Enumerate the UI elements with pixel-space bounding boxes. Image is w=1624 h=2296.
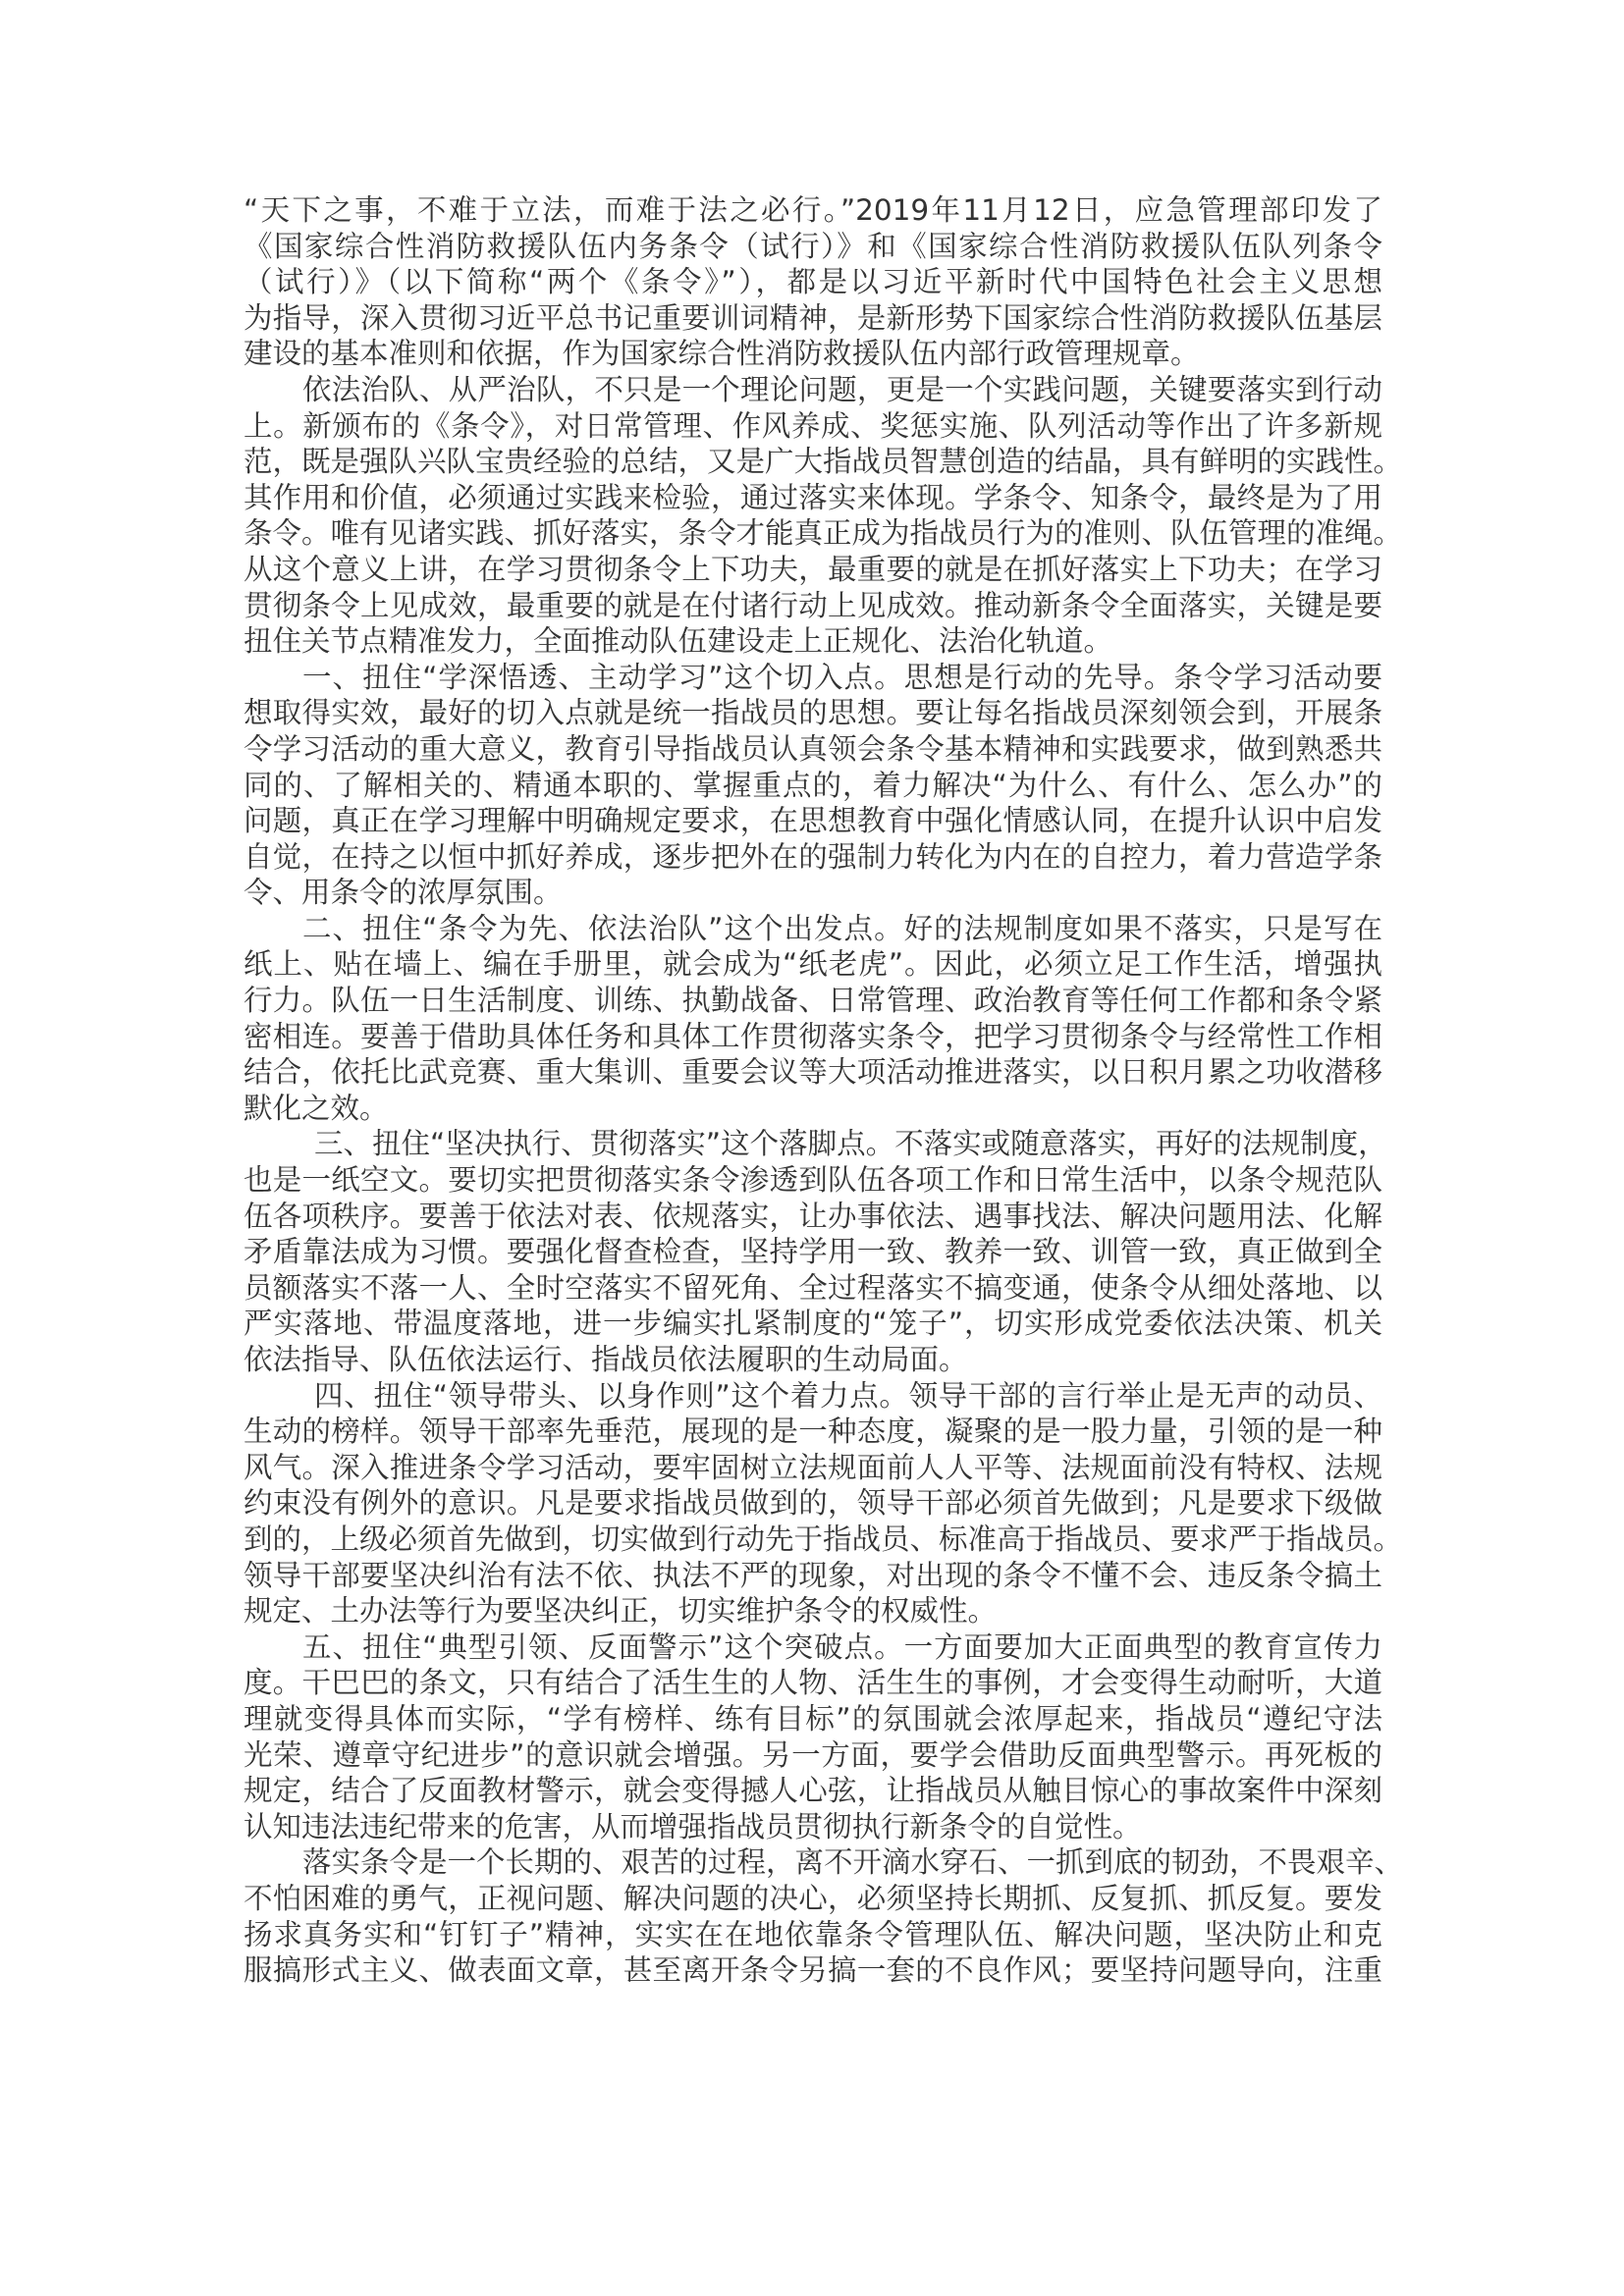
text-line: 规定，结合了反面教材警示，就会变得撼人心弦，让指战员从触目惊心的事故案件中深刻 bbox=[244, 1774, 1382, 1808]
text-line: 落实条令是一个长期的、艰苦的过程，离不开滴水穿石、一抓到底的韧劲，不畏艰辛、 bbox=[302, 1845, 1404, 1880]
text-line: 自觉，在持之以恒中抓好养成，逐步把外在的强制力转化为内在的自控力，着力营造学条 bbox=[244, 839, 1382, 874]
text-line: 其作用和价值，必须通过实践来检验，通过落实来体现。学条令、知条令，最终是为了用 bbox=[244, 480, 1382, 514]
paragraph bbox=[244, 1629, 1382, 1845]
text-line: 生动的榜样。领导干部率先垂范，展现的是一种态度，凝聚的是一股力量，引领的是一种 bbox=[244, 1415, 1382, 1449]
text-line: 贯彻条令上见成效，最重要的就是在付诸行动上见成效。推动新条令全面落实，关键是要 bbox=[244, 588, 1382, 622]
text-line: 约束没有例外的意识。凡是要求指战员做到的，领导干部必须首先做到；凡是要求下级做 bbox=[244, 1486, 1382, 1521]
text-line: 伍各项秩序。要善于依法对表、依规落实，让办事依法、遇事找法、解决问题用法、化解 bbox=[244, 1199, 1382, 1233]
text-line: 严实落地、带温度落地，进一步编实扎紧制度的“笼子”，切实形成党委依法决策、机关 bbox=[244, 1307, 1382, 1341]
text-line: 密相连。要善于借助具体任务和具体工作贯彻落实条令，把学习贯彻条令与经常性工作相 bbox=[244, 1019, 1382, 1053]
text-line: 令学习活动的重大意义，教育引导指战员认真领会条令基本精神和实践要求，做到熟悉共 bbox=[244, 731, 1382, 766]
paragraph bbox=[244, 1844, 1404, 1988]
text-line: 依法治队、从严治队，不只是一个理论问题，更是一个实践问题，关键要落实到行动 bbox=[302, 372, 1382, 406]
text-line: 五、扭住“典型引领、反面警示”这个突破点。一方面要加大正面典型的教育宣传力 bbox=[302, 1629, 1382, 1664]
text-line: 问题，真正在学习理解中明确规定要求，在思想教育中强化情感认同，在提升认识中启发 bbox=[244, 804, 1382, 838]
text-line: 一、扭住“学深悟透、主动学习”这个切入点。思想是行动的先导。条令学习活动要 bbox=[302, 660, 1382, 694]
paragraph bbox=[244, 911, 1382, 1127]
text-line: 认知违法违纪带来的危害，从而增强指战员贯彻执行新条令的自觉性。 bbox=[244, 1809, 1142, 1843]
text-line: （试行）》（以下简称“两个《条令》”），都是以习近平新时代中国特色社会主义思想 bbox=[244, 265, 1382, 299]
text-line: 为指导，深入贯彻习近平总书记重要训词精神，是新形势下国家综合性消防救援队伍基层 bbox=[244, 300, 1382, 335]
paragraph bbox=[244, 1378, 1403, 1629]
paragraph bbox=[244, 660, 1382, 911]
text-line: 依法指导、队伍依法运行、指战员依法履职的生动局面。 bbox=[244, 1343, 968, 1376]
paragraph bbox=[244, 1126, 1387, 1377]
text-line: 上。新颁布的《条令》，对日常管理、作风养成、奖惩实施、队列活动等作出了许多新规 bbox=[244, 408, 1382, 443]
text-line: 范，既是强队兴队宝贵经验的总结，又是广大指战员智慧创造的结晶，具有鲜明的实践性。 bbox=[244, 445, 1403, 479]
text-line: 到的，上级必须首先做到，切实做到行动先于指战员、标准高于指战员、要求严于指战员。 bbox=[244, 1522, 1403, 1556]
text-line: 规定、土办法等行为要坚决纠正，切实维护条令的权威性。 bbox=[244, 1594, 998, 1629]
text-line: 扬求真务实和“钉钉子”精神，实实在在地依靠条令管理队伍、解决问题，坚决防止和克 bbox=[244, 1917, 1382, 1951]
text-line: 行力。队伍一日生活制度、训练、执勤战备、日常管理、政治教育等任何工作都和条令紧 bbox=[244, 984, 1382, 1018]
paragraph bbox=[244, 372, 1403, 660]
document-body bbox=[244, 192, 1404, 1989]
text-line: 默化之效。 bbox=[244, 1091, 389, 1125]
text-line: 不怕困难的勇气，正视问题、解决问题的决心，必须坚持长期抓、反复抓、抓反复。要发 bbox=[244, 1881, 1382, 1915]
text-line: 员额落实不落一人、全时空落实不留死角、全过程落实不搞变通，使条令从细处落地、以 bbox=[244, 1270, 1382, 1305]
text-line: 四、扭住“领导带头、以身作则”这个着力点。领导干部的言行举止是无声的动员、 bbox=[314, 1378, 1382, 1413]
paragraph bbox=[244, 192, 1382, 372]
text-line: 三、扭住“坚决执行、贯彻落实”这个落脚点。不落实或随意落实，再好的法规制度， bbox=[314, 1127, 1387, 1161]
text-line: 结合，依托比武竞赛、重大集训、重要会议等大项活动推进落实，以日积月累之功收潜移 bbox=[244, 1055, 1382, 1090]
text-line: 建设的基本准则和依据，作为国家综合性消防救援队伍内部行政管理规章。 bbox=[244, 337, 1200, 371]
text-line: 扭住关节点精准发力，全面推动队伍建设走上正规化、法治化轨道。 bbox=[244, 624, 1113, 659]
text-line: 二、扭住“条令为先、依法治队”这个出发点。好的法规制度如果不落实，只是写在 bbox=[302, 911, 1382, 945]
text-line: 矛盾靠法成为习惯。要强化督查检查，坚持学用一致、教养一致、训管一致，真正做到全 bbox=[244, 1235, 1382, 1269]
text-line: 光荣、遵章守纪进步”的意识就会增强。另一方面，要学会借助反面典型警示。再死板的 bbox=[244, 1737, 1382, 1772]
text-line: 从这个意义上讲，在学习贯彻条令上下功夫，最重要的就是在抓好落实上下功夫；在学习 bbox=[244, 552, 1382, 586]
text-line: 理就变得具体而实际，“学有榜样、练有目标”的氛围就会浓厚起来，指战员“遵纪守法 bbox=[244, 1701, 1382, 1735]
text-line: 风气。深入推进条令学习活动，要牢固树立法规面前人人平等、法规面前没有特权、法规 bbox=[244, 1450, 1382, 1484]
text-line: 纸上、贴在墙上、编在手册里，就会成为“纸老虎”。因此，必须立足工作生活，增强执 bbox=[244, 947, 1382, 982]
text-line: 服搞形式主义、做表面文章，甚至离开条令另搞一套的不良作风；要坚持问题导向，注重 bbox=[244, 1953, 1382, 1988]
text-line: 度。干巴巴的条文，只有结合了活生生的人物、活生生的事例，才会变得生动耐听，大道 bbox=[244, 1666, 1382, 1700]
text-line: 令、用条令的浓厚氛围。 bbox=[244, 876, 563, 910]
text-line: 同的、了解相关的、精通本职的、掌握重点的，着力解决“为什么、有什么、怎么办”的 bbox=[244, 768, 1382, 802]
text-line: 领导干部要坚决纠治有法不依、执法不严的现象，对出现的条令不懂不会、违反条令搞土 bbox=[244, 1558, 1382, 1592]
text-line: 也是一纸空文。要切实把贯彻落实条令渗透到队伍各项工作和日常生活中，以条令规范队 bbox=[244, 1163, 1382, 1198]
text-line: 想取得实效，最好的切入点就是统一指战员的思想。要让每名指战员深刻领会到，开展条 bbox=[244, 696, 1382, 730]
text-line: “天下之事，不难于立法，而难于法之必行。”2019年11月12日，应急管理部印发了 bbox=[244, 193, 1382, 227]
text-line: 条令。唯有见诸实践、抓好落实，条令才能真正成为指战员行为的准则、队伍管理的准绳。 bbox=[244, 516, 1403, 551]
text-line: 《国家综合性消防救援队伍内务条令（试行）》和《国家综合性消防救援队伍队列条令 bbox=[244, 229, 1382, 263]
